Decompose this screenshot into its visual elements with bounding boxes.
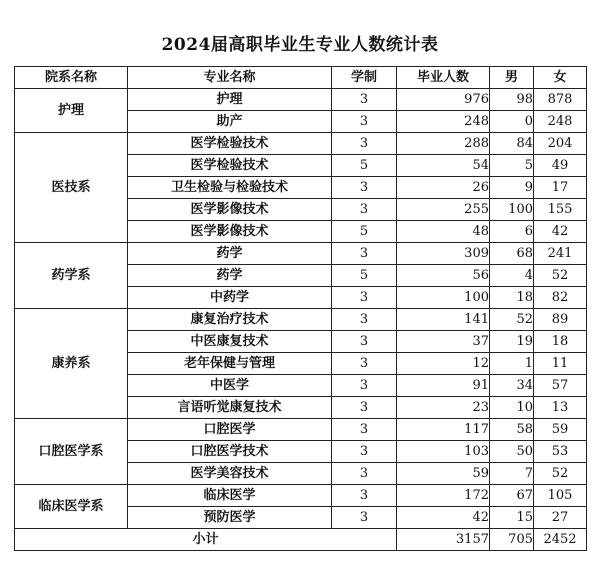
total-graduates: 3157	[397, 529, 490, 551]
table-row	[15, 309, 587, 331]
years-cell: 3	[332, 177, 397, 199]
female-cell: 27	[534, 507, 587, 529]
major-cell: 言语听觉康复技术	[128, 397, 332, 419]
graduates-cell: 288	[397, 133, 490, 155]
female-cell: 248	[534, 111, 587, 133]
years-cell: 3	[332, 89, 397, 111]
years-cell: 3	[332, 419, 397, 441]
male-cell: 98	[490, 89, 534, 111]
female-cell: 105	[534, 485, 587, 507]
female-cell: 155	[534, 199, 587, 221]
header-graduates: 毕业人数	[397, 67, 490, 89]
major-cell: 卫生检验与检验技术	[128, 177, 332, 199]
male-cell: 19	[490, 331, 534, 353]
major-cell: 预防医学	[128, 507, 332, 529]
years-cell: 3	[332, 287, 397, 309]
male-cell: 100	[490, 199, 534, 221]
header-department: 院系名称	[15, 67, 128, 89]
graduates-cell: 42	[397, 507, 490, 529]
female-cell: 52	[534, 463, 587, 485]
male-cell: 7	[490, 463, 534, 485]
table-row	[15, 243, 587, 265]
graduates-cell: 103	[397, 441, 490, 463]
page-title: 2024届高职毕业生专业人数统计表	[161, 35, 439, 55]
female-cell: 241	[534, 243, 587, 265]
female-cell: 13	[534, 397, 587, 419]
total-male: 705	[490, 529, 534, 551]
years-cell: 5	[332, 155, 397, 177]
male-cell: 9	[490, 177, 534, 199]
years-cell: 3	[332, 441, 397, 463]
female-cell: 11	[534, 353, 587, 375]
major-cell: 老年保健与管理	[128, 353, 332, 375]
graduates-cell: 48	[397, 221, 490, 243]
major-cell: 临床医学	[128, 485, 332, 507]
department-cell: 医技系	[15, 133, 128, 243]
graduates-cell: 172	[397, 485, 490, 507]
years-cell: 3	[332, 485, 397, 507]
male-cell: 18	[490, 287, 534, 309]
years-cell: 5	[332, 221, 397, 243]
male-cell: 0	[490, 111, 534, 133]
years-cell: 3	[332, 353, 397, 375]
years-cell: 3	[332, 199, 397, 221]
graduates-cell: 255	[397, 199, 490, 221]
years-cell: 3	[332, 331, 397, 353]
major-cell: 医学影像技术	[128, 199, 332, 221]
female-cell: 878	[534, 89, 587, 111]
department-cell: 护理	[15, 89, 128, 133]
header-years: 学制	[332, 67, 397, 89]
years-cell: 3	[332, 463, 397, 485]
years-cell: 3	[332, 375, 397, 397]
total-female: 2452	[534, 529, 587, 551]
male-cell: 34	[490, 375, 534, 397]
male-cell: 1	[490, 353, 534, 375]
table-row	[15, 133, 587, 155]
male-cell: 68	[490, 243, 534, 265]
graduates-cell: 309	[397, 243, 490, 265]
male-cell: 67	[490, 485, 534, 507]
female-cell: 49	[534, 155, 587, 177]
male-cell: 58	[490, 419, 534, 441]
graduates-cell: 91	[397, 375, 490, 397]
statistics-table	[14, 66, 587, 551]
major-cell: 医学检验技术	[128, 155, 332, 177]
header-major: 专业名称	[128, 67, 332, 89]
graduates-cell: 59	[397, 463, 490, 485]
major-cell: 中医学	[128, 375, 332, 397]
years-cell: 3	[332, 507, 397, 529]
header-male: 男	[490, 67, 534, 89]
department-cell: 口腔医学系	[15, 419, 128, 485]
years-cell: 3	[332, 111, 397, 133]
years-cell: 3	[332, 397, 397, 419]
female-cell: 82	[534, 287, 587, 309]
graduates-cell: 117	[397, 419, 490, 441]
female-cell: 18	[534, 331, 587, 353]
female-cell: 57	[534, 375, 587, 397]
female-cell: 59	[534, 419, 587, 441]
male-cell: 15	[490, 507, 534, 529]
female-cell: 53	[534, 441, 587, 463]
graduates-cell: 37	[397, 331, 490, 353]
major-cell: 口腔医学技术	[128, 441, 332, 463]
major-cell: 药学	[128, 265, 332, 287]
table-row	[15, 419, 587, 441]
male-cell: 4	[490, 265, 534, 287]
male-cell: 10	[490, 397, 534, 419]
female-cell: 52	[534, 265, 587, 287]
major-cell: 医学检验技术	[128, 133, 332, 155]
male-cell: 50	[490, 441, 534, 463]
table-row	[15, 485, 587, 507]
header-female: 女	[534, 67, 587, 89]
department-cell: 临床医学系	[15, 485, 128, 529]
graduates-cell: 54	[397, 155, 490, 177]
female-cell: 17	[534, 177, 587, 199]
graduates-cell: 248	[397, 111, 490, 133]
major-cell: 药学	[128, 243, 332, 265]
male-cell: 5	[490, 155, 534, 177]
graduates-cell: 12	[397, 353, 490, 375]
major-cell: 中医康复技术	[128, 331, 332, 353]
years-cell: 3	[332, 309, 397, 331]
graduates-cell: 56	[397, 265, 490, 287]
years-cell: 3	[332, 133, 397, 155]
male-cell: 84	[490, 133, 534, 155]
female-cell: 204	[534, 133, 587, 155]
female-cell: 42	[534, 221, 587, 243]
years-cell: 5	[332, 265, 397, 287]
major-cell: 中药学	[128, 287, 332, 309]
total-row	[15, 529, 587, 551]
major-cell: 助产	[128, 111, 332, 133]
graduates-cell: 23	[397, 397, 490, 419]
male-cell: 6	[490, 221, 534, 243]
table-row	[15, 89, 587, 111]
major-cell: 医学美容技术	[128, 463, 332, 485]
header-row	[15, 67, 587, 89]
male-cell: 52	[490, 309, 534, 331]
graduates-cell: 26	[397, 177, 490, 199]
graduates-cell: 141	[397, 309, 490, 331]
major-cell: 口腔医学	[128, 419, 332, 441]
department-cell: 康养系	[15, 309, 128, 419]
graduates-cell: 976	[397, 89, 490, 111]
total-label: 小计	[15, 529, 397, 551]
major-cell: 康复治疗技术	[128, 309, 332, 331]
department-cell: 药学系	[15, 243, 128, 309]
major-cell: 护理	[128, 89, 332, 111]
major-cell: 医学影像技术	[128, 221, 332, 243]
graduates-cell: 100	[397, 287, 490, 309]
years-cell: 3	[332, 243, 397, 265]
female-cell: 89	[534, 309, 587, 331]
